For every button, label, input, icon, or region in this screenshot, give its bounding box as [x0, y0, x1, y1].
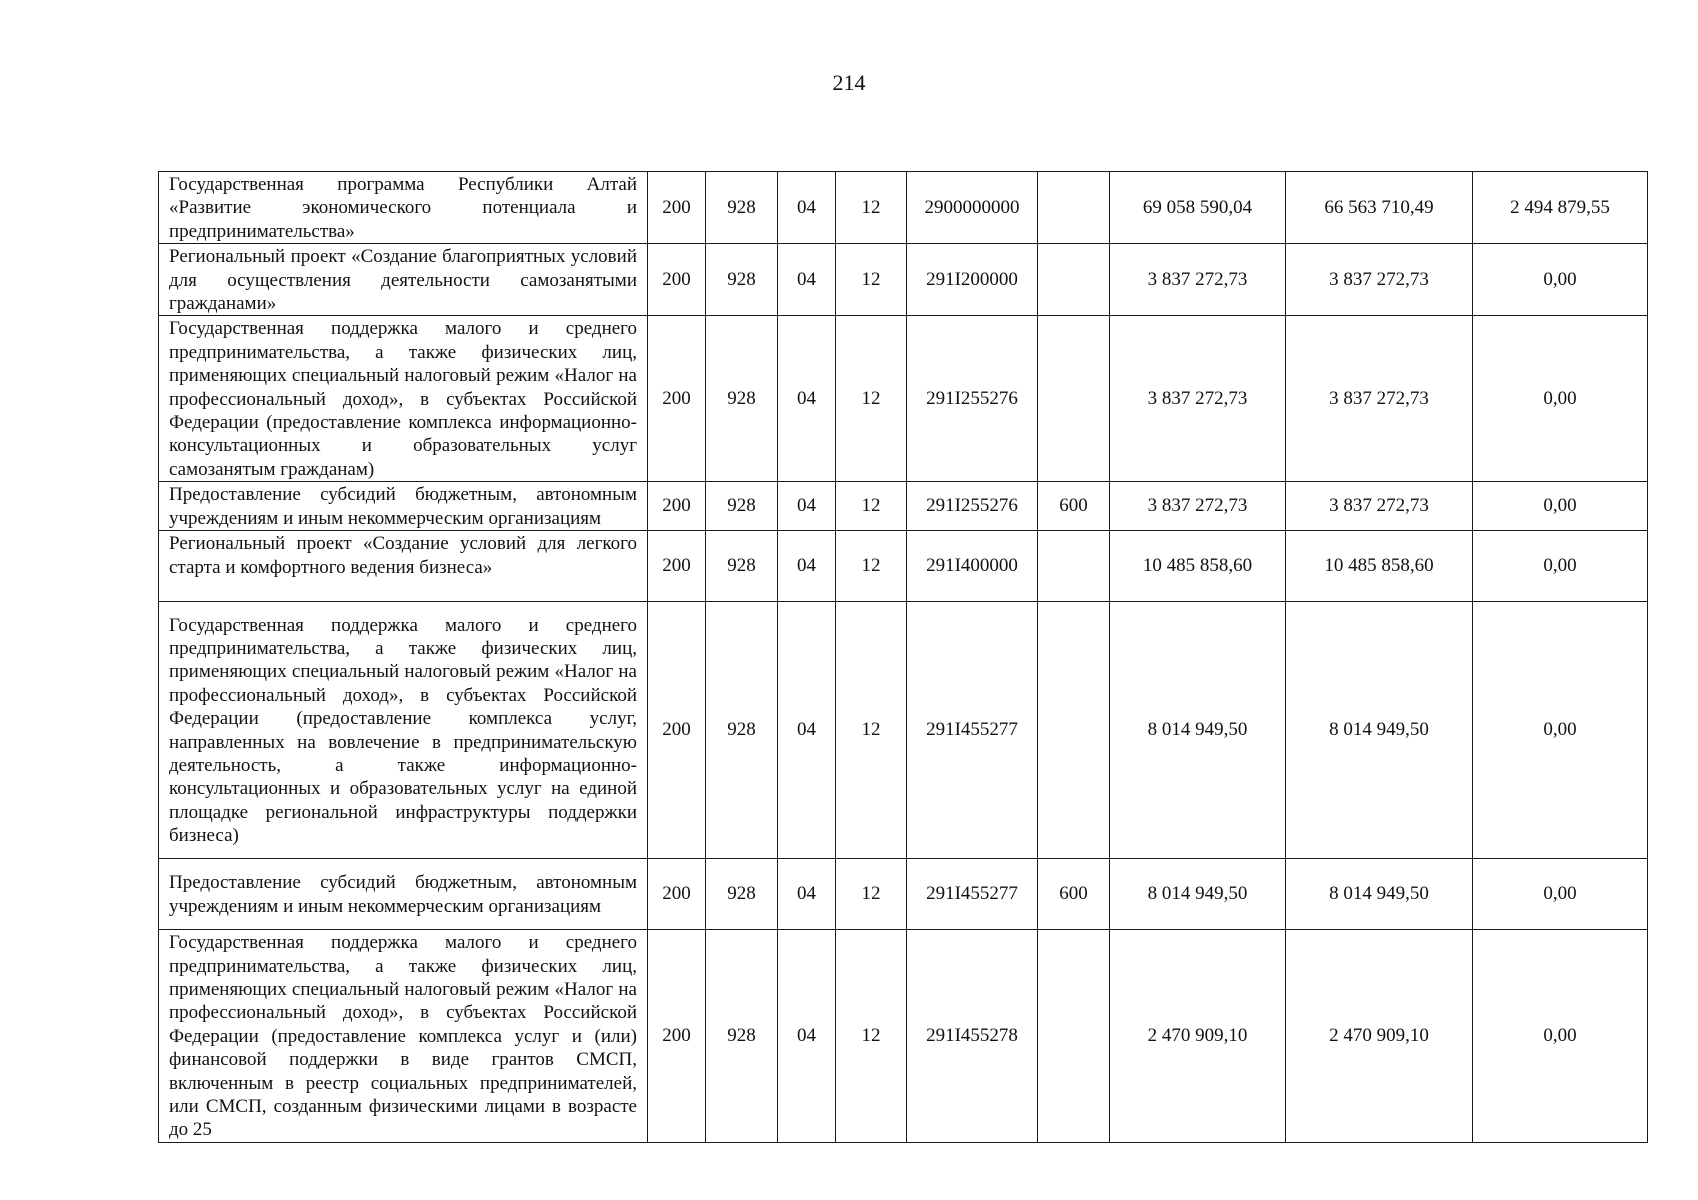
csr-cell: 291I255276: [907, 482, 1038, 531]
code-cell: 04: [778, 930, 836, 1143]
csr-cell: 291I255276: [907, 316, 1038, 482]
code-cell: 04: [778, 859, 836, 930]
csr-cell: 291I455277: [907, 859, 1038, 930]
row-name-cell: Государственная поддержка малого и среднего предпринимательства, а также физических лиц, применяющих специальный налоговый режим «Налог на профессиональный доход», в субъектах Российской Федерации (предоставление комплекса информационно-консультационных и образовательных услуг самозанятым гражданам): [159, 316, 648, 482]
amount-cell: 8 014 949,50: [1286, 859, 1473, 930]
code-cell: 12: [836, 859, 907, 930]
csr-cell: 291I400000: [907, 531, 1038, 602]
amount-cell: 3 837 272,73: [1286, 482, 1473, 531]
code-cell: 200: [648, 244, 706, 316]
row-name-cell: Региональный проект «Создание благоприятных условий для осуществления деятельности самозанятыми гражданами»: [159, 244, 648, 316]
code-cell: 12: [836, 602, 907, 859]
csr-cell: 291I455277: [907, 602, 1038, 859]
code-cell: 200: [648, 930, 706, 1143]
row-name-cell: Региональный проект «Создание условий для легкого старта и комфортного ведения бизнеса»: [159, 531, 648, 602]
vr-cell: 600: [1038, 482, 1110, 531]
code-cell: 12: [836, 244, 907, 316]
amount-cell: 3 837 272,73: [1110, 482, 1286, 531]
amount-cell: 66 563 710,49: [1286, 172, 1473, 244]
amount-cell: 8 014 949,50: [1110, 859, 1286, 930]
vr-cell: [1038, 316, 1110, 482]
table-row: [159, 172, 1648, 244]
amount-cell: 69 058 590,04: [1110, 172, 1286, 244]
amount-cell: 0,00: [1473, 930, 1648, 1143]
code-cell: 04: [778, 531, 836, 602]
amount-cell: 3 837 272,73: [1286, 244, 1473, 316]
code-cell: 928: [706, 531, 778, 602]
vr-cell: [1038, 244, 1110, 316]
amount-cell: 0,00: [1473, 602, 1648, 859]
vr-cell: 600: [1038, 859, 1110, 930]
code-cell: 928: [706, 859, 778, 930]
code-cell: 12: [836, 482, 907, 531]
csr-cell: 291I200000: [907, 244, 1038, 316]
amount-cell: 2 494 879,55: [1473, 172, 1648, 244]
amount-cell: 10 485 858,60: [1110, 531, 1286, 602]
code-cell: 12: [836, 316, 907, 482]
csr-cell: 2900000000: [907, 172, 1038, 244]
row-name-cell: Государственная программа Республики Алтай «Развитие экономического потенциала и предпринимательства»: [159, 172, 648, 244]
table-row: [159, 859, 1648, 930]
row-name-cell: Государственная поддержка малого и среднего предпринимательства, а также физических лиц, применяющих специальный налоговый режим «Налог на профессиональный доход», в субъектах Российской Федерации (предоставление комплекса услуг, направленных на вовлечение в предпринимательскую деятельность, а также информационно-консультационных и образовательных услуг на единой площадке региональной инфраструктуры поддержки бизнеса): [159, 602, 648, 859]
vr-cell: [1038, 531, 1110, 602]
table-row: [159, 531, 1648, 602]
vr-cell: [1038, 172, 1110, 244]
amount-cell: 2 470 909,10: [1286, 930, 1473, 1143]
table-row: [159, 244, 1648, 316]
code-cell: 200: [648, 859, 706, 930]
code-cell: 04: [778, 482, 836, 531]
code-cell: 200: [648, 602, 706, 859]
code-cell: 928: [706, 172, 778, 244]
amount-cell: 0,00: [1473, 482, 1648, 531]
amount-cell: 8 014 949,50: [1286, 602, 1473, 859]
amount-cell: 3 837 272,73: [1110, 244, 1286, 316]
code-cell: 928: [706, 244, 778, 316]
table-row: [159, 930, 1648, 1143]
vr-cell: [1038, 602, 1110, 859]
code-cell: 928: [706, 482, 778, 531]
row-name-cell: Предоставление субсидий бюджетным, автономным учреждениям и иным некоммерческим организациям: [159, 859, 648, 930]
code-cell: 200: [648, 482, 706, 531]
code-cell: 928: [706, 602, 778, 859]
row-name-cell: Государственная поддержка малого и среднего предпринимательства, а также физических лиц, применяющих специальный налоговый режим «Налог на профессиональный доход», в субъектах Российской Федерации (предоставление комплекса услуг и (или) финансовой поддержки в виде грантов СМСП, включенным в реестр социальных предпринимателей, или СМСП, созданным физическими лицами в возрасте до 25: [159, 930, 648, 1143]
code-cell: 200: [648, 316, 706, 482]
budget-table: [158, 171, 1648, 1143]
code-cell: 12: [836, 172, 907, 244]
amount-cell: 3 837 272,73: [1110, 316, 1286, 482]
amount-cell: 0,00: [1473, 244, 1648, 316]
csr-cell: 291I455278: [907, 930, 1038, 1143]
amount-cell: 0,00: [1473, 859, 1648, 930]
table-row: [159, 602, 1648, 859]
code-cell: 04: [778, 172, 836, 244]
amount-cell: 3 837 272,73: [1286, 316, 1473, 482]
code-cell: 04: [778, 602, 836, 859]
code-cell: 928: [706, 316, 778, 482]
code-cell: 04: [778, 316, 836, 482]
amount-cell: 10 485 858,60: [1286, 531, 1473, 602]
page-number: 214: [832, 70, 866, 95]
code-cell: 928: [706, 930, 778, 1143]
amount-cell: 0,00: [1473, 531, 1648, 602]
amount-cell: 0,00: [1473, 316, 1648, 482]
code-cell: 04: [778, 244, 836, 316]
code-cell: 12: [836, 531, 907, 602]
code-cell: 200: [648, 172, 706, 244]
code-cell: 12: [836, 930, 907, 1143]
row-name-cell: Предоставление субсидий бюджетным, автономным учреждениям и иным некоммерческим организациям: [159, 482, 648, 531]
vr-cell: [1038, 930, 1110, 1143]
table-row: [159, 482, 1648, 531]
code-cell: 200: [648, 531, 706, 602]
amount-cell: 2 470 909,10: [1110, 930, 1286, 1143]
table-row: [159, 316, 1648, 482]
amount-cell: 8 014 949,50: [1110, 602, 1286, 859]
